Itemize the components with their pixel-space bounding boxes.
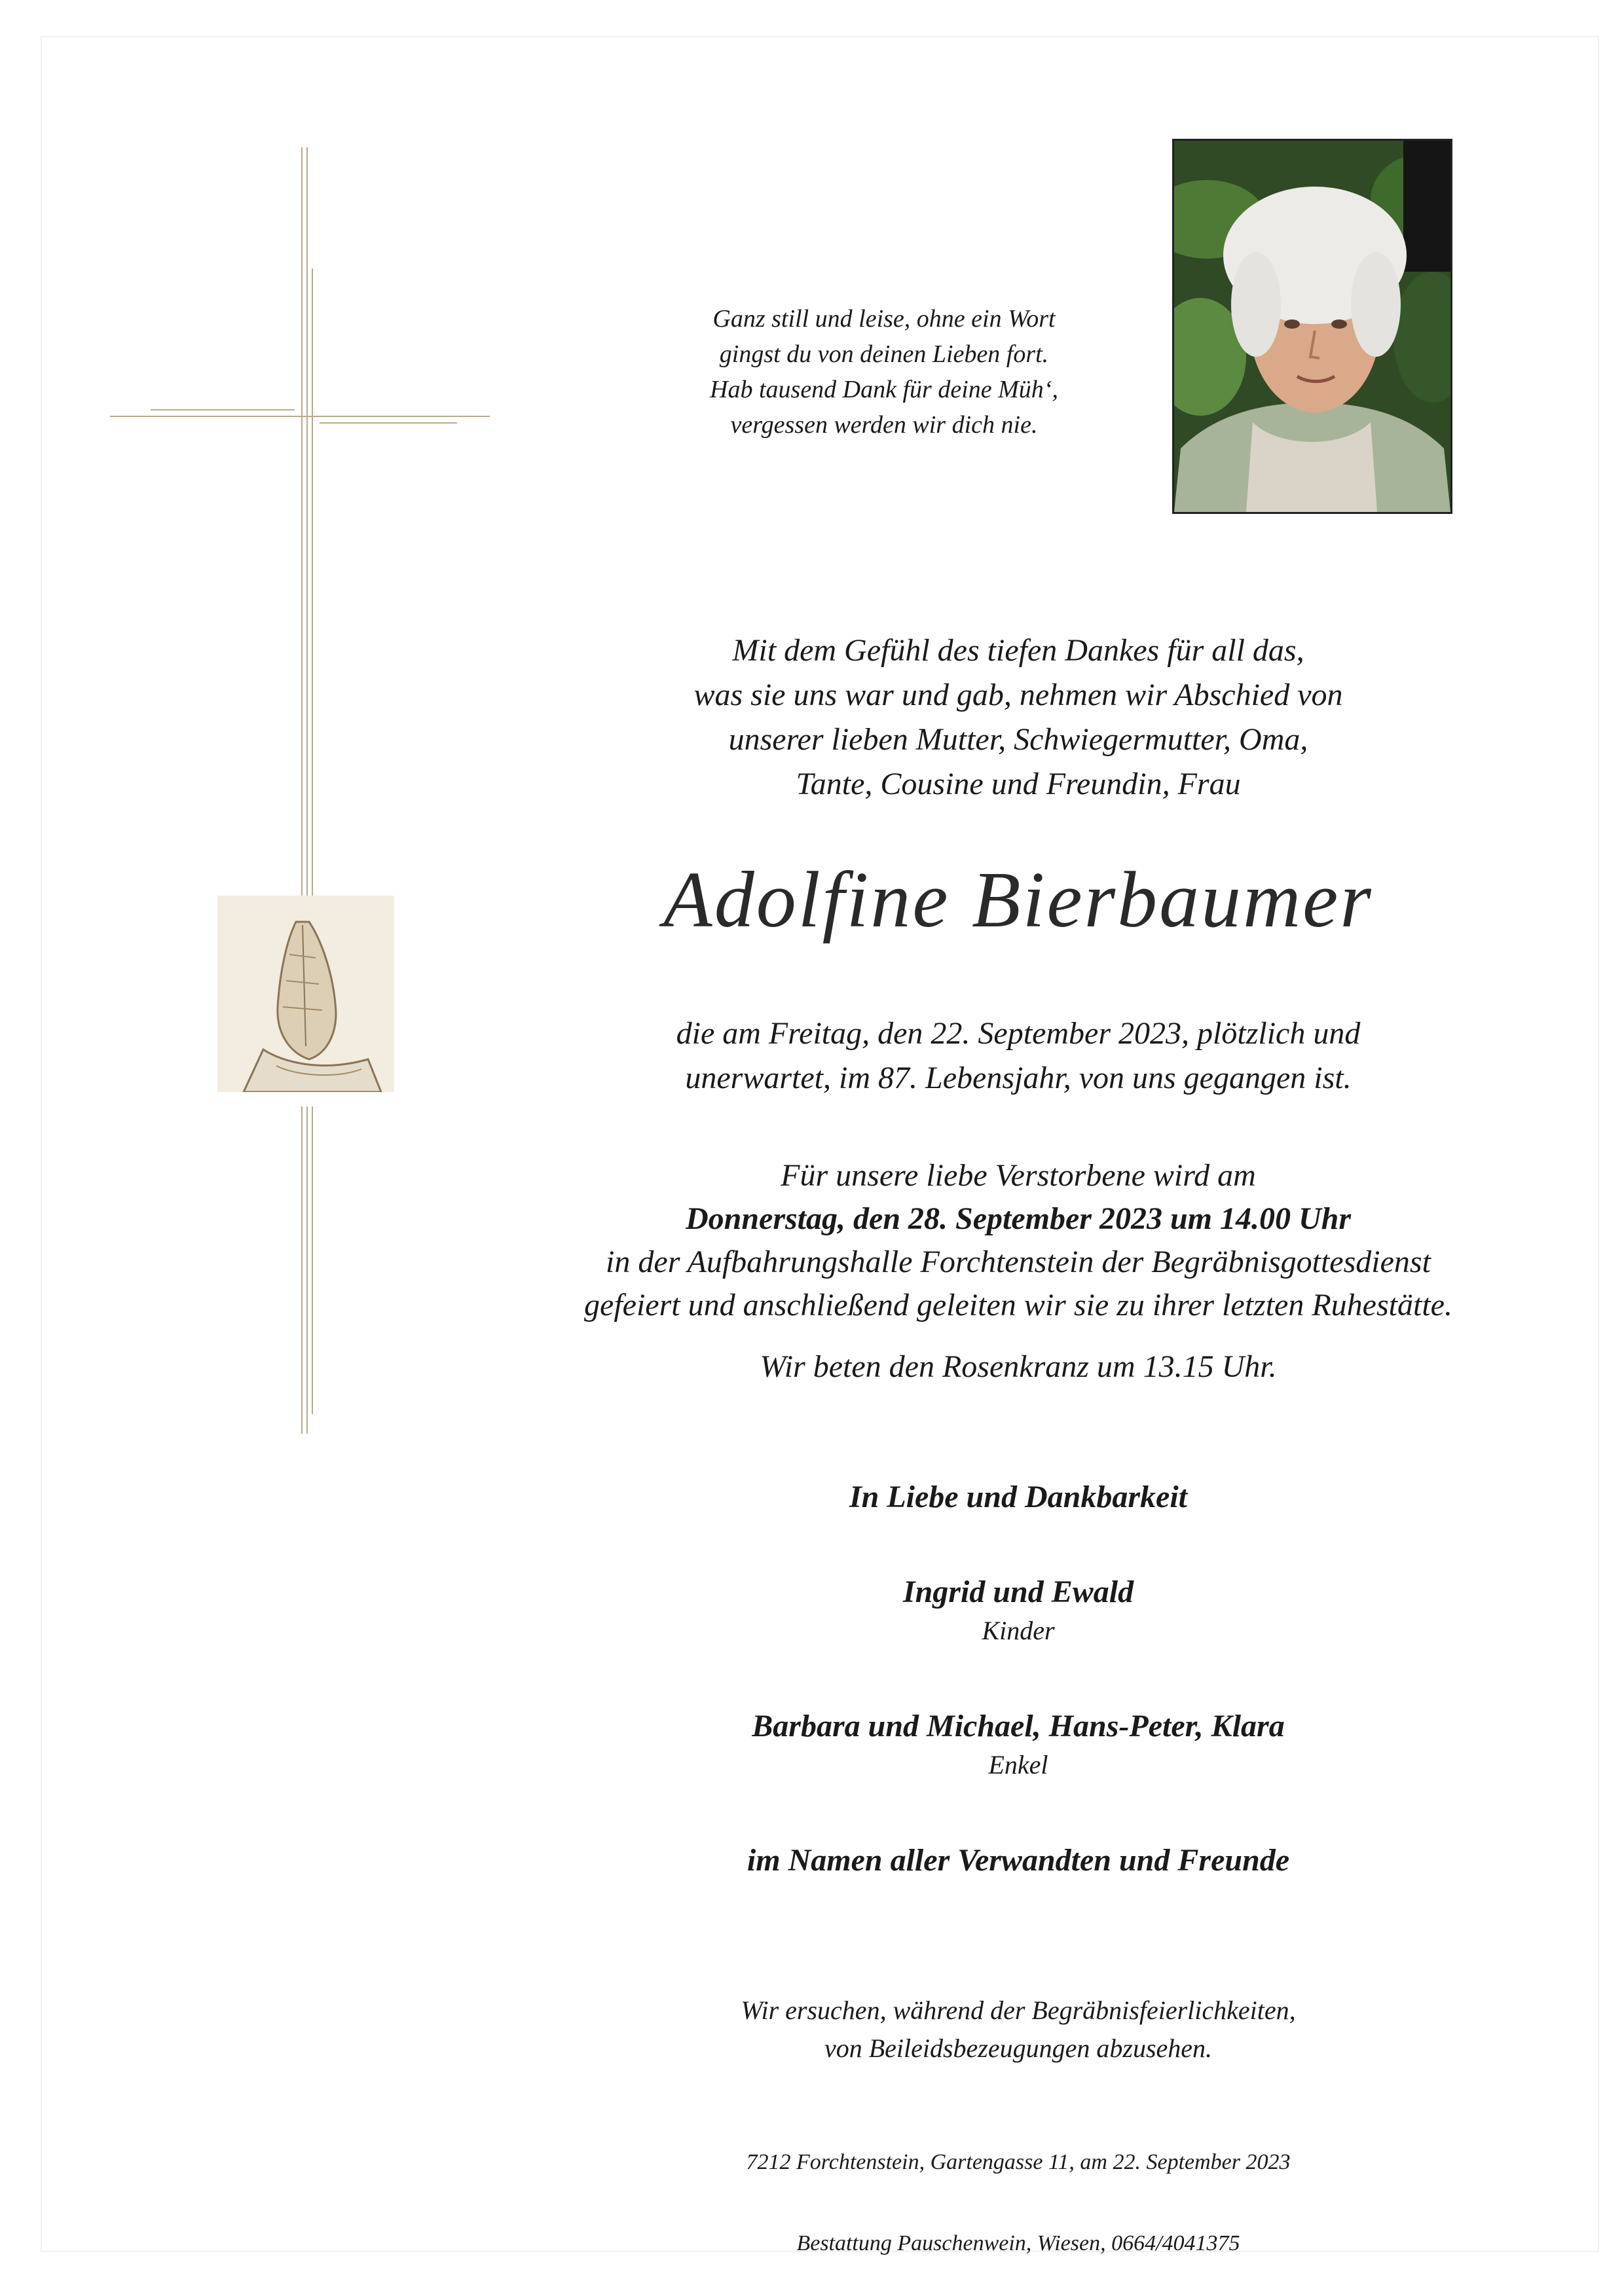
address-line: 7212 Forchtenstein, Gartengasse 11, am 22. September 2023 [746, 2150, 1291, 2174]
family-group-grandchildren [498, 1705, 1539, 1783]
service-line: gefeiert und anschließend geleiten wir sie zu ihrer letzten Ruhestätte. [584, 1288, 1452, 1322]
request-line: von Beileidsbezeugungen abzusehen. [824, 2033, 1213, 2063]
family-names: Barbara und Michael, Hans-Peter, Klara [752, 1709, 1285, 1743]
service-date-time: Donnerstag, den 28. September 2023 um 14.00 Uhr [685, 1201, 1352, 1236]
rosary-info: Wir beten den Rosenkranz um 13.15 Uhr. [760, 1349, 1277, 1384]
intro-text [517, 629, 1519, 807]
intro-line: unserer lieben Mutter, Schwiegermutter, Oma, [728, 722, 1308, 757]
death-notice [498, 1011, 1539, 1101]
condolence-request [498, 1992, 1539, 2068]
death-notice-line: die am Freitag, den 22. September 2023, plötzlich und [676, 1016, 1361, 1051]
poem-line: Ganz still und leise, ohne ein Wort [712, 305, 1056, 333]
intro-line: Mit dem Gefühl des tiefen Dankes für all das, [732, 633, 1304, 668]
deceased-name: Adolfine Bierbaumer [663, 856, 1373, 944]
family-role: Kinder [982, 1616, 1055, 1645]
intro-line: was sie uns war und gab, nehmen wir Abschied von [693, 678, 1343, 712]
service-line: in der Aufbahrungshalle Forchtenstein der Begräbnisgottesdienst [606, 1245, 1431, 1279]
service-line: Für unsere liebe Verstorbene wird am [781, 1158, 1256, 1193]
poem [583, 301, 1185, 443]
signoff: In Liebe und Dankbarkeit [849, 1480, 1188, 1514]
undertaker-line: Bestattung Pauschenwein, Wiesen, 0664/4041375 [796, 2231, 1240, 2255]
family-names: Ingrid und Ewald [902, 1575, 1134, 1609]
death-notice-line: unerwartet, im 87. Lebensjahr, von uns gegangen ist. [685, 1061, 1352, 1095]
portrait-photo [1172, 139, 1452, 514]
poem-line: Hab tausend Dank für deine Müh‘, [710, 376, 1058, 403]
poem-line: gingst du von deinen Lieben fort. [719, 340, 1049, 368]
poem-line: vergessen werden wir dich nie. [730, 411, 1038, 439]
intro-line: Tante, Cousine und Freundin, Frau [796, 767, 1241, 801]
family-role: Enkel [988, 1750, 1048, 1779]
request-line: Wir ersuchen, während der Begräbnisfeierlichkeiten, [741, 1995, 1296, 2025]
relatives-line: im Namen aller Verwandten und Freunde [747, 1843, 1290, 1878]
service-info [478, 1154, 1559, 1327]
praying-hands-icon [217, 896, 394, 1092]
family-group-children [498, 1571, 1539, 1649]
